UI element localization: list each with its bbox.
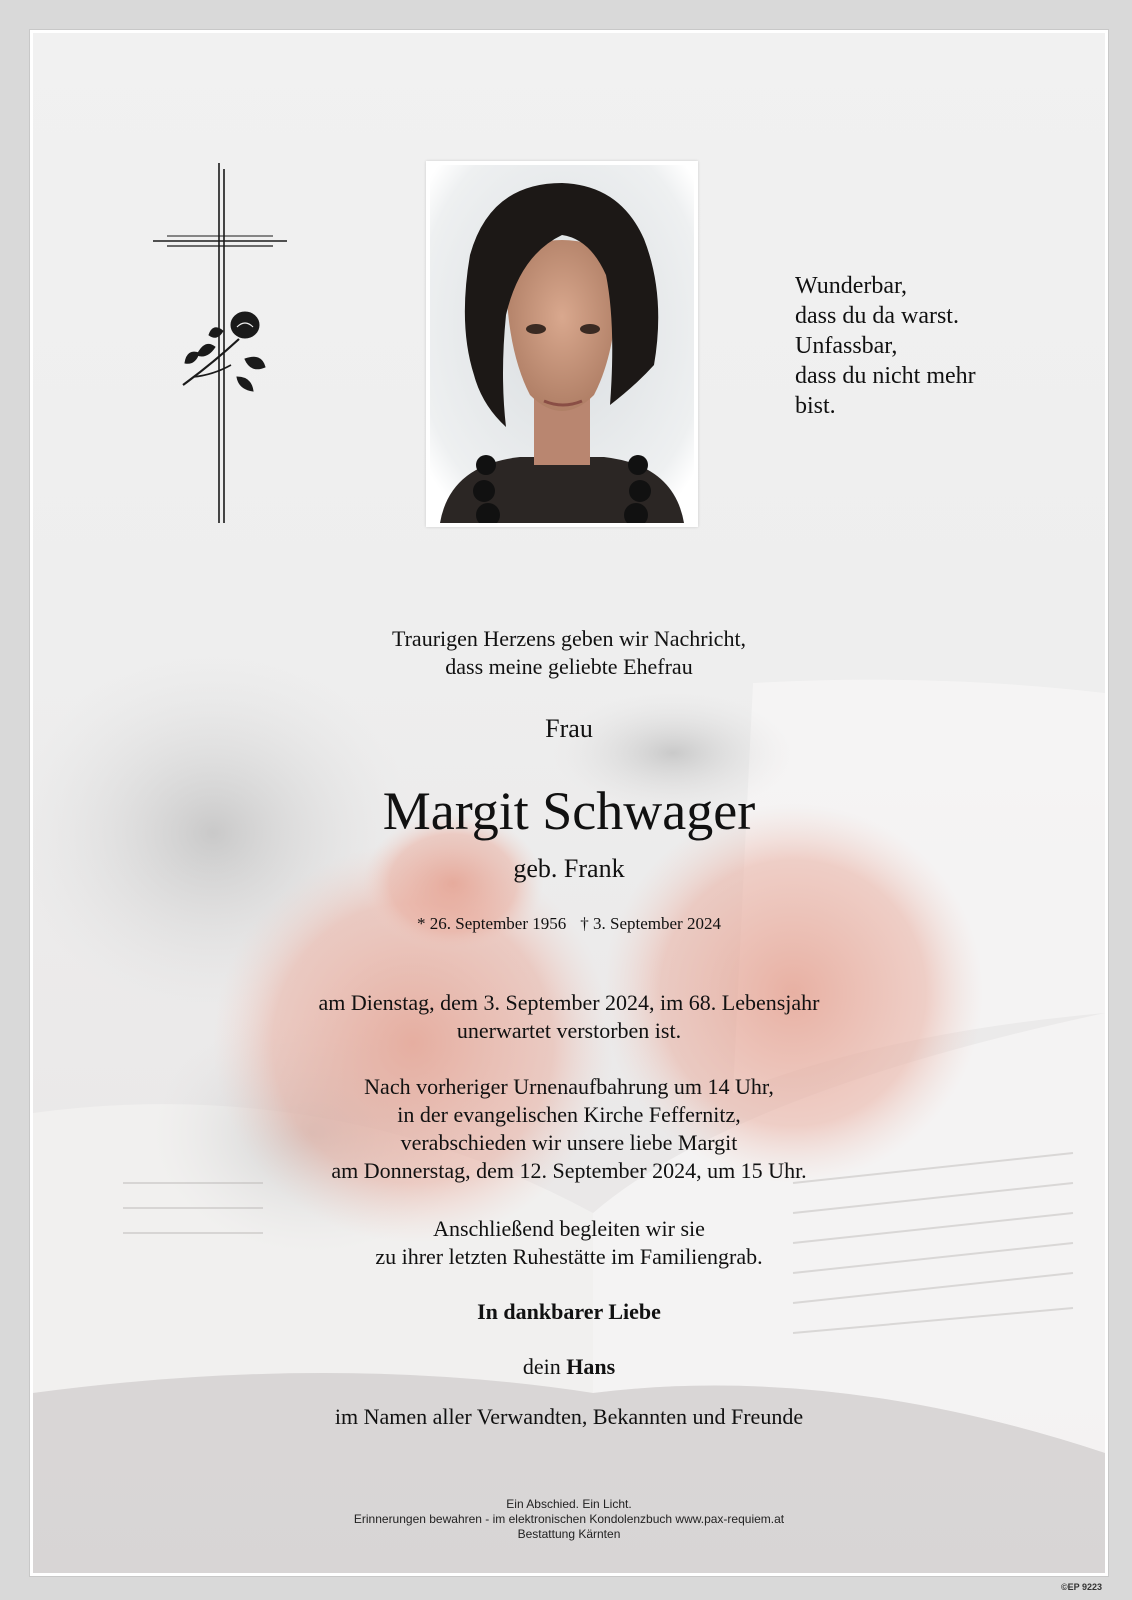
burial-line: zu ihrer letzten Ruhestätte im Familiengrab. (375, 1244, 763, 1269)
poem-line: Unfassbar, (795, 333, 898, 359)
footer (33, 1497, 1105, 1542)
deceased-name: Margit Schwager (382, 781, 756, 841)
closing-love: In dankbarer Liebe (477, 1299, 661, 1324)
portrait-image (430, 165, 694, 523)
obituary-sheet (30, 30, 1108, 1576)
signer-name: Hans (566, 1354, 616, 1379)
footer-line: Ein Abschied. Ein Licht. (506, 1497, 632, 1511)
death-date: † 3. September 2024 (580, 914, 721, 933)
death-notice (33, 989, 1105, 1045)
cross-with-rose-icon (153, 163, 293, 533)
signer-prefix: dein (522, 1354, 561, 1379)
footer-link-line: Erinnerungen bewahren - im elektronischen Kondolenzbuch www.pax-requiem.at (353, 1512, 785, 1526)
deceased-title: Frau (545, 714, 593, 743)
burial-line: Anschließend begleiten wir sie (433, 1216, 705, 1241)
funeral-line: verabschieden wir unsere liebe Margit (400, 1130, 738, 1155)
poem (795, 271, 1055, 421)
document-code: ©EP 9223 (1061, 1582, 1102, 1592)
poem-line: bist. (795, 393, 836, 419)
signer (33, 1353, 1105, 1381)
burial-details (33, 1215, 1105, 1271)
life-dates (33, 913, 1105, 935)
funeral-line: in der evangelischen Kirche Feffernitz, (397, 1102, 741, 1127)
portrait-photo (426, 161, 698, 527)
funeral-details (33, 1073, 1105, 1185)
death-notice-line: am Dienstag, dem 3. September 2024, im 68. Lebensjahr (318, 990, 820, 1015)
poem-line: dass du nicht mehr (795, 363, 976, 389)
funeral-line: Nach vorheriger Urnenaufbahrung um 14 Uhr, (364, 1074, 774, 1099)
maiden-name: geb. Frank (513, 854, 625, 883)
death-notice-line: unerwartet verstorben ist. (456, 1018, 682, 1043)
poem-line: dass du da warst. (795, 303, 959, 329)
intro-text (33, 625, 1105, 681)
intro-line: Traurigen Herzens geben wir Nachricht, (391, 626, 747, 651)
birth-date: * 26. September 1956 (417, 914, 567, 933)
funeral-line: am Donnerstag, dem 12. September 2024, um 15 Uhr. (331, 1158, 807, 1183)
poem-line: Wunderbar, (795, 273, 908, 299)
footer-line: Bestattung Kärnten (517, 1527, 621, 1541)
intro-line: dass meine geliebte Ehefrau (445, 654, 693, 679)
family-line: im Namen aller Verwandten, Bekannten und Freunde (334, 1404, 804, 1429)
